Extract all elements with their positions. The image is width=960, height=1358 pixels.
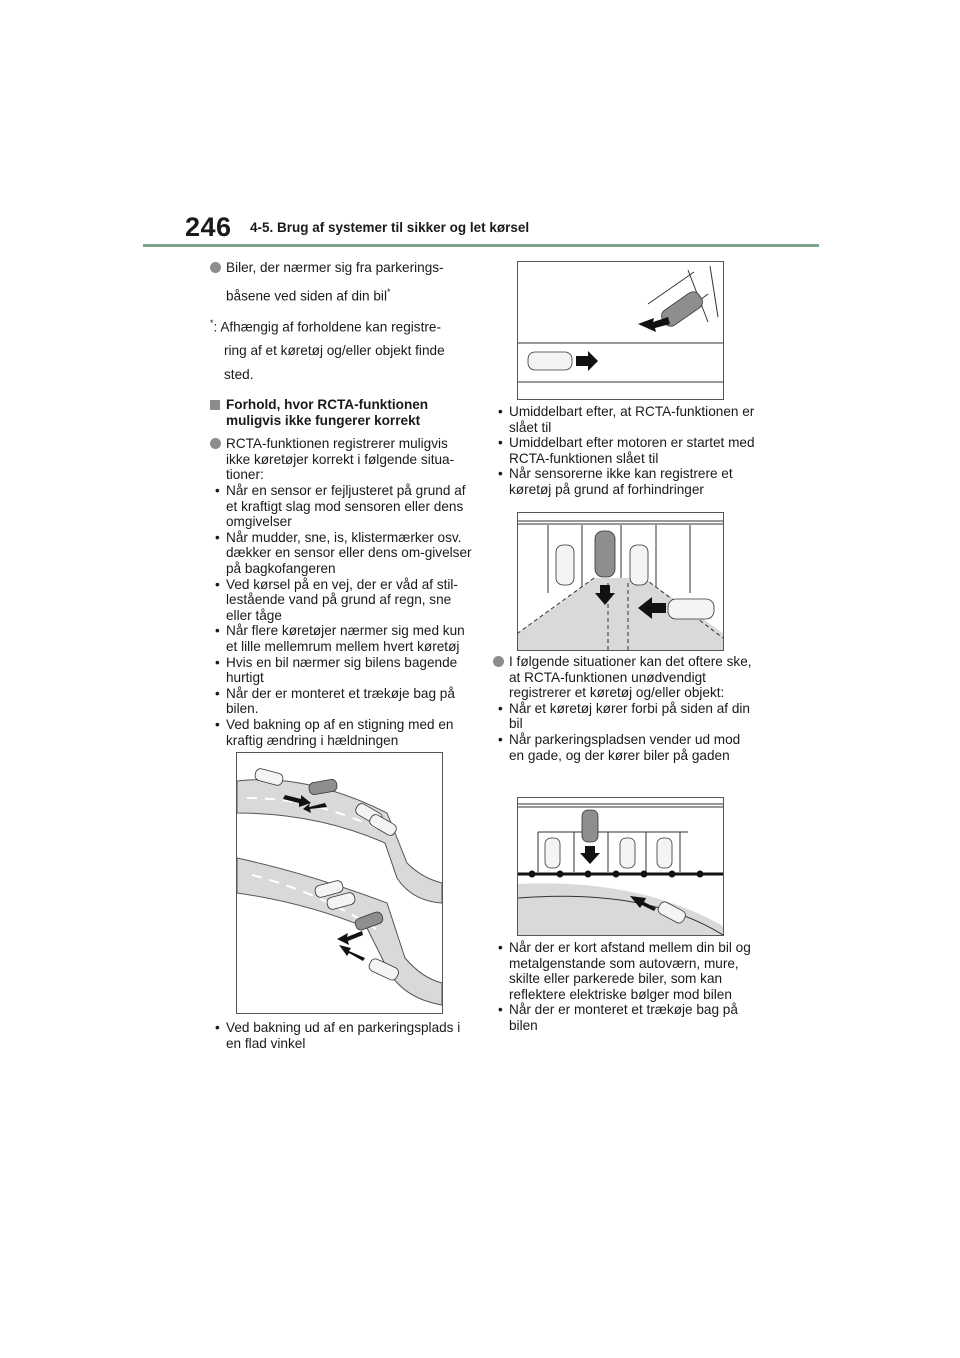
list-item: • Umiddelbart efter motoren er startet med RCTA-funktionen slået til: [493, 435, 755, 466]
square-bullet-icon: [210, 400, 220, 410]
condition-list: [493, 404, 755, 498]
bullet-dot-icon: [210, 262, 221, 273]
footnote: [210, 311, 472, 388]
list-item: • Når der er monteret et trækøje bag på bilen.: [210, 686, 472, 717]
footnote-line-1: : Afhængig af forholdene kan registre-: [213, 319, 441, 335]
list-item: • Når mudder, sne, is, klistermærker osv. dækker en sensor eller dens om-givelser på bagkofangeren: [210, 530, 472, 577]
section-title: 4-5. Brug af systemer til sikker og let kørsel: [250, 220, 530, 235]
obstacle-parking-illustration: [517, 512, 724, 651]
list-item: • Når en sensor er fejljusteret på grund af et kraftigt slag mod sensoren eller dens omgivelser: [210, 483, 472, 530]
left-column: [210, 256, 472, 748]
caption-block: [210, 1020, 472, 1051]
list-item: • Når et køretøj kører forbi på siden af din bil: [493, 701, 755, 732]
list-item: • Ved bakning op af en stigning med en kraftig ændring i hældningen: [210, 717, 472, 748]
bullet-paragraph: I følgende situationer kan det oftere ske, at RCTA-funktionen unødvendigt registrerer et køretøj og/eller objekt:: [493, 654, 755, 701]
caption-list: [210, 1020, 472, 1051]
list-item: • Når flere køretøjer nærmer sig med kun et lille mellemrum mellem hvert køretøj: [210, 623, 472, 654]
footnote-line-3: sted.: [224, 367, 254, 383]
condition-list: [493, 940, 755, 1034]
caption-block: [493, 654, 755, 763]
list-item: • Når sensorerne ikke kan registrere et køretøj på grund af forhindringer: [493, 466, 755, 497]
angled-parking-illustration: [517, 261, 724, 400]
bullet-dot-icon: [493, 656, 504, 667]
footnote-line-2: ring af et køretøj og/eller objekt finde: [224, 343, 445, 359]
right-column: [493, 404, 755, 498]
list-item: • Ved kørsel på en vej, der er våd af stil-lestående vand på grund af regn, sne eller tåge: [210, 577, 472, 624]
footnote-ref: *: [386, 287, 391, 297]
header-rule: [143, 244, 819, 247]
page-number: 246: [185, 212, 232, 242]
list-item: • Når der er monteret et trækøje bag på bilen: [493, 1002, 755, 1033]
bullet-paragraph: RCTA-funktionen registrerer muligvis ikke køretøjer korrekt i følgende situa-tioner:: [210, 436, 472, 483]
caption-block: [493, 940, 755, 1034]
bullet-paragraph: [210, 256, 472, 309]
list-item: • Hvis en bil nærmer sig bilens bagende hurtigt: [210, 655, 472, 686]
bullet-dot-icon: [210, 438, 221, 449]
street-parking-illustration: [517, 797, 724, 936]
footnote-mark: *: [210, 317, 214, 328]
condition-list: [493, 701, 755, 763]
slope-illustration: [236, 752, 443, 1014]
list-item: • Umiddelbart efter, at RCTA-funktionen er slået til: [493, 404, 755, 435]
list-item: • Når der er kort afstand mellem din bil og metalgenstande som autoværn, mure, skilte eller parkerede biler, som kan reflektere elektriske bølger mod bilen: [493, 940, 755, 1002]
list-item: • Ved bakning ud af en parkeringsplads i en flad vinkel: [210, 1020, 472, 1051]
condition-list: [210, 483, 472, 748]
bullet-1-line-2: båsene ved siden af din bil: [226, 288, 387, 304]
section-heading: Forhold, hvor RCTA-funktionen muligvis ikke fungerer korrekt: [210, 397, 472, 428]
list-item: • Når parkeringspladsen vender ud mod en gade, og der kører biler på gaden: [493, 732, 755, 763]
bullet-1-line-1: Biler, der nærmer sig fra parkerings-: [226, 260, 444, 275]
